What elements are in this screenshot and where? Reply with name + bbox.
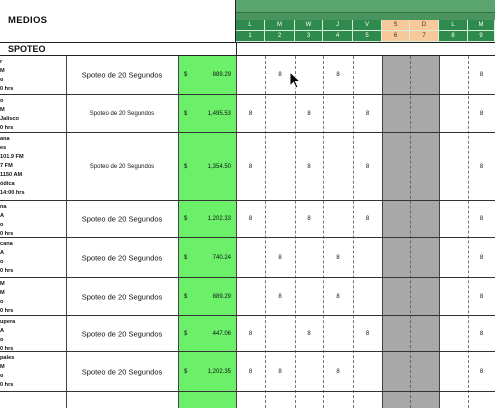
date-header-cell: 2	[265, 31, 295, 42]
station-name: o M Jalisco 0 hrs	[0, 98, 19, 131]
spot-cost: 1,495.53	[207, 110, 231, 117]
spot-description: Spoteo de 20 Segundos	[81, 329, 163, 338]
spot-count-cell[interactable]: 8	[365, 110, 370, 117]
date-header-cell: 9	[468, 31, 495, 42]
spot-cost: 889.29	[212, 72, 231, 78]
station-name: pales M o 0 hrs	[0, 355, 15, 388]
spot-description: Spoteo de 20 Segundos	[81, 214, 163, 224]
spot-cost: 1,202.33	[207, 216, 231, 222]
day-header-cell: V	[353, 20, 382, 31]
spot-count-cell[interactable]: 8	[248, 163, 253, 170]
table-row[interactable]	[0, 278, 495, 316]
day-header-cell: D	[410, 20, 439, 31]
spot-description: Spoteo de 20 Segundos	[81, 70, 163, 80]
currency-symbol: $	[184, 163, 188, 170]
day-header-cell: W	[295, 20, 323, 31]
station-name: r M o 0 hrs	[0, 59, 14, 92]
currency-symbol: $	[184, 254, 188, 261]
table-row[interactable]	[0, 352, 495, 392]
date-header-cell: 7	[410, 31, 439, 42]
table-row[interactable]	[0, 316, 495, 352]
table-row[interactable]	[0, 238, 495, 278]
spot-cost: 889.29	[212, 293, 231, 300]
currency-symbol: $	[184, 330, 188, 337]
day-header-cell: M	[265, 20, 295, 31]
calendar-header-subband	[236, 12, 495, 20]
spot-count-cell[interactable]: 8	[248, 216, 253, 222]
spot-cost: 740.24	[212, 254, 231, 261]
section-label: SPOTEO	[8, 44, 46, 54]
station-name: cana A o 0 hrs	[0, 241, 14, 274]
medios-title: MEDIOS	[8, 15, 48, 26]
currency-symbol: $	[184, 72, 188, 78]
spot-count-cell[interactable]: 8	[365, 216, 370, 222]
day-header-cell: L	[236, 20, 265, 31]
spot-count-cell[interactable]: 8	[479, 110, 484, 117]
medios-header	[0, 0, 236, 42]
spot-count-cell[interactable]: 8	[479, 216, 484, 222]
station-name: ana es 101.9 FM 7 FM 1150 AM ódica 14:00 hrs	[0, 136, 25, 196]
table-row[interactable]	[0, 201, 495, 238]
spot-count-cell[interactable]: 8	[336, 368, 340, 375]
spot-cost: 1,354.50	[207, 163, 231, 170]
spot-description: Spoteo de 20 Segundos	[89, 110, 155, 117]
spot-count-cell[interactable]: 8	[479, 293, 484, 300]
spot-count-cell[interactable]: 8	[336, 72, 340, 78]
spot-count-cell[interactable]: 8	[248, 368, 253, 375]
currency-symbol: $	[184, 110, 188, 117]
spot-description: Spoteo de 20 Segundos	[81, 253, 163, 262]
spot-count-cell[interactable]: 8	[336, 293, 340, 300]
spot-count-cell[interactable]: 8	[278, 254, 282, 261]
spot-description: Spoteo de 20 Segundos	[89, 163, 155, 170]
day-header-cell: S	[382, 20, 410, 31]
calendar-header-band	[236, 0, 495, 12]
spot-count-cell[interactable]: 8	[278, 293, 282, 300]
table-row[interactable]	[0, 95, 495, 133]
spot-count-cell[interactable]: 8	[479, 163, 484, 170]
spot-count-cell[interactable]: 8	[278, 368, 282, 375]
day-header-cell: L	[439, 20, 468, 31]
spot-description: Spoteo de 20 Segundos	[81, 367, 163, 376]
currency-symbol: $	[184, 368, 188, 375]
spot-cost: 447.06	[212, 330, 231, 337]
spot-count-cell[interactable]: 8	[336, 254, 340, 261]
spot-count-cell[interactable]: 8	[479, 72, 484, 78]
currency-symbol: $	[184, 216, 188, 222]
spot-count-cell[interactable]: 8	[365, 330, 370, 337]
date-header-cell: 3	[295, 31, 323, 42]
table-row[interactable]	[0, 133, 495, 201]
section-bar	[0, 42, 495, 56]
spot-count-cell[interactable]: 8	[307, 216, 311, 222]
table-row[interactable]	[0, 56, 495, 95]
day-header-cell: M	[468, 20, 495, 31]
spot-count-cell[interactable]: 8	[479, 254, 484, 261]
date-header-cell: 6	[382, 31, 410, 42]
calendar-day-row	[236, 20, 495, 31]
station-name: na A o 0 hrs	[0, 204, 14, 237]
spot-count-cell[interactable]: 8	[479, 368, 484, 375]
date-header-cell: 8	[439, 31, 468, 42]
spot-count-cell[interactable]: 8	[307, 163, 311, 170]
spot-count-cell[interactable]: 8	[307, 110, 311, 117]
spot-cost: 1,202.35	[207, 368, 231, 375]
spot-description: Spoteo de 20 Segundos	[81, 292, 163, 301]
section-divider	[236, 43, 237, 57]
spot-count-cell[interactable]: 8	[248, 110, 253, 117]
station-name: upera A o 0 hrs	[0, 319, 16, 352]
spot-count-cell[interactable]: 8	[248, 330, 253, 337]
spot-count-cell[interactable]: 8	[307, 330, 311, 337]
spot-count-cell[interactable]: 8	[278, 72, 282, 78]
currency-symbol: $	[184, 293, 188, 300]
calendar-date-row	[236, 31, 495, 42]
date-header-cell: 4	[323, 31, 353, 42]
mouse-pointer-icon	[289, 71, 301, 89]
day-header-cell: J	[323, 20, 353, 31]
spot-count-cell[interactable]: 8	[365, 163, 370, 170]
date-header-cell: 1	[236, 31, 265, 42]
date-header-cell: 5	[353, 31, 382, 42]
spot-count-cell[interactable]: 8	[479, 330, 484, 337]
station-name: M M o 0 hrs	[0, 281, 14, 314]
